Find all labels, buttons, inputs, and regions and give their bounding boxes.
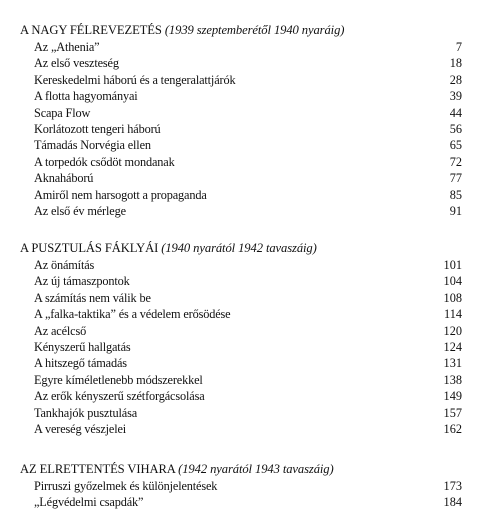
entry-page-number: 131: [443, 356, 462, 371]
entry-title: Tankhajók pusztulása: [34, 405, 138, 420]
toc-entry: [0, 421, 483, 437]
section-subtitle: (1942 nyarától 1943 tavaszáig): [178, 462, 334, 476]
entry-title: „Légvédelmi csapdák”: [34, 495, 144, 510]
entry-page-number: 184: [443, 495, 462, 510]
section-subtitle: (1940 nyarától 1942 tavaszáig): [161, 241, 317, 255]
toc-entry: [0, 105, 483, 121]
toc-entry: [0, 405, 483, 421]
entry-page-number: 85: [449, 187, 462, 202]
section-heading: [0, 461, 483, 478]
entry-title: A „falka-taktika” és a védelem erősödése: [34, 307, 231, 322]
entry-title: Amiről nem harsogott a propaganda: [34, 187, 207, 202]
toc-entry: [0, 388, 483, 404]
entry-page-number: 28: [449, 72, 462, 87]
entry-page-number: 149: [443, 389, 462, 404]
toc-entry: [0, 88, 483, 104]
entry-page-number: 114: [444, 307, 462, 322]
entry-title: Az acélcső: [34, 323, 87, 338]
entry-title: A számítás nem válik be: [34, 290, 151, 305]
entry-title: Korlátozott tengeri háború: [34, 121, 161, 136]
entry-page-number: 18: [449, 56, 462, 71]
toc-entry: [0, 273, 483, 289]
entry-title: Scapa Flow: [34, 105, 91, 120]
entry-title: Az új támaszpontok: [34, 274, 130, 289]
toc-entry: [0, 170, 483, 186]
entry-title: Az önámítás: [34, 258, 95, 272]
section-title: A NAGY FÉLREVEZETÉS: [20, 23, 162, 37]
entry-title: Aknaháború: [34, 171, 94, 186]
toc-entry: [0, 372, 483, 388]
entry-page-number: 7: [455, 40, 462, 54]
toc-entry: [0, 55, 483, 71]
entry-page-number: 157: [443, 405, 462, 420]
toc-entry: [0, 121, 483, 137]
toc-entry: [0, 323, 483, 339]
toc-entry: [0, 478, 483, 494]
entry-page-number: 65: [449, 138, 462, 153]
entry-title: Az első veszteség: [34, 56, 119, 71]
entry-page-number: 108: [443, 290, 462, 305]
entry-title: A flotta hagyományai: [34, 89, 138, 104]
entry-page-number: 44: [449, 105, 462, 120]
toc-entry: [0, 306, 483, 322]
entry-title: A vereség vészjelei: [34, 421, 127, 436]
entry-title: A torpedók csődöt mondanak: [34, 154, 175, 169]
entry-page-number: 72: [449, 154, 462, 169]
toc-section: [0, 22, 483, 219]
toc-entry: [0, 257, 483, 273]
entry-title: Az erők kényszerű szétforgácsolása: [34, 389, 205, 404]
section-title: AZ ELRETTENTÉS VIHARA: [20, 462, 176, 476]
entry-title: A hitszegő támadás: [34, 356, 127, 371]
entry-title: Pirruszi győzelmek és különjelentések: [34, 479, 218, 493]
entry-page-number: 39: [449, 89, 462, 104]
toc-section: [0, 240, 483, 437]
entry-page-number: 101: [443, 258, 462, 272]
entry-page-number: 162: [443, 421, 462, 436]
entry-title: Egyre kíméletlenebb módszerekkel: [34, 372, 203, 387]
toc-entry: [0, 72, 483, 88]
entry-page-number: 120: [443, 323, 462, 338]
toc-entry: [0, 137, 483, 153]
entry-title: Az „Athenia”: [34, 40, 100, 54]
toc-entry: [0, 494, 483, 510]
section-heading: [0, 22, 483, 39]
entry-page-number: 91: [449, 203, 462, 218]
section-subtitle: (1939 szeptemberétől 1940 nyaráig): [164, 23, 345, 37]
toc-entry: [0, 290, 483, 306]
entry-page-number: 173: [443, 479, 462, 493]
toc-entry: [0, 339, 483, 355]
toc-entry: [0, 154, 483, 170]
section-heading: [0, 240, 483, 257]
entry-title: Kényszerű hallgatás: [34, 339, 131, 354]
entry-title: Kereskedelmi háború és a tengeralattjárók: [34, 72, 236, 87]
section-title: A PUSZTULÁS FÁKLYÁI: [20, 241, 159, 255]
toc-entry: [0, 203, 483, 219]
entry-page-number: 104: [443, 274, 462, 289]
toc-entry: [0, 39, 483, 55]
toc-entry: [0, 187, 483, 203]
entry-page-number: 138: [443, 372, 462, 387]
entry-title: Támadás Norvégia ellen: [34, 138, 151, 153]
toc-entry: [0, 355, 483, 371]
entry-page-number: 124: [443, 339, 462, 354]
entry-page-number: 77: [449, 171, 462, 186]
entry-page-number: 56: [449, 121, 462, 136]
toc-section: [0, 461, 483, 511]
entry-title: Az első év mérlege: [34, 203, 126, 218]
